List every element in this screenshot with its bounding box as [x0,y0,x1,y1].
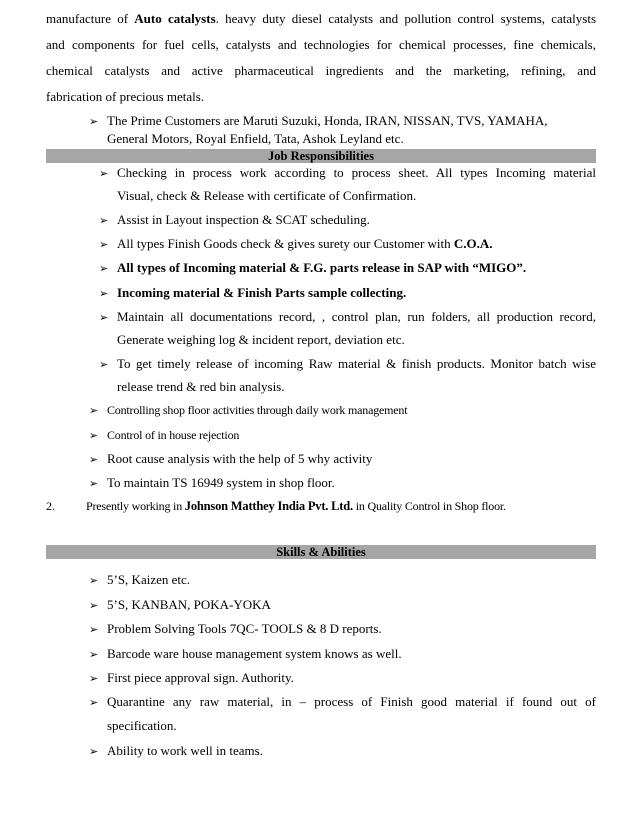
job-item-4: ➢ All types of Incoming material & F.G. parts release in SAP with “MIGO”. [99,260,527,275]
arrow-bullet-icon: ➢ [89,404,99,417]
arrow-bullet-icon: ➢ [89,574,99,587]
sub-item-1: ➢ Controlling shop floor activities through daily work management [89,403,408,417]
job-item-6-cont: Generate weighing log & incident report, deviation etc. [117,332,405,347]
arrow-bullet-icon: ➢ [89,429,99,442]
skill-item-4: ➢ Barcode ware house management system knows as well. [89,646,402,661]
arrow-bullet-icon: ➢ [89,648,99,661]
skill-item-teamwork: ➢ Ability to work well in teams. [89,743,263,758]
company-name: Johnson Matthey India Pvt. Ltd. [184,499,353,513]
intro-line-1: manufacture of Auto catalysts. heavy duty diesel catalysts and pollution control systems, catalysts [46,11,597,26]
arrow-bullet-icon: ➢ [89,599,99,612]
experience-number: 2. [46,499,55,513]
skill-item-quarantine-cont: specification. [107,718,177,733]
skill-item-1: ➢ 5’S, Kaizen etc. [89,572,191,587]
job-item-6: ➢ Maintain all documentations record, , control plan, run folders, all production record, [99,309,596,324]
arrow-bullet-icon: ➢ [89,623,99,636]
job-item-5: ➢ Incoming material & Finish Parts sample collecting. [99,285,407,300]
arrow-bullet-icon: ➢ [99,238,109,251]
job-item-1-cont: Visual, check & Release with certificate of Confirmation. [117,188,417,203]
job-item-3: ➢ All types Finish Goods check & gives surety our Customer with C.O.A. [99,236,493,251]
arrow-bullet-icon: ➢ [89,115,99,128]
job-item-7: ➢ To get timely release of incoming Raw material & finish products. Monitor batch wise [99,356,596,371]
job-item-1: ➢ Checking in process work according to process sheet. All types Incoming material [99,165,596,180]
intro-line-4: fabrication of precious metals. [46,89,205,104]
arrow-bullet-icon: ➢ [89,696,99,709]
customers-bullet-cont: General Motors, Royal Enfield, Tata, Ashok Leyland etc. [107,131,404,146]
job-item-7-cont: release trend & red bin analysis. [117,379,285,394]
skill-item-2: ➢ 5’S, KANBAN, POKA-YOKA [89,597,271,612]
skill-item-5: ➢ First piece approval sign. Authority. [89,670,294,685]
intro-line-2: and components for fuel cells, catalysts and technologies for chemical processes, fine chemicals, [46,37,596,52]
arrow-bullet-icon: ➢ [89,745,99,758]
experience-line: Presently working in Johnson Matthey India Pvt. Ltd. in Quality Control in Shop floor. [86,499,506,513]
arrow-bullet-icon: ➢ [89,672,99,685]
intro-line-3: chemical catalysts and active pharmaceutical ingredients and the marketing, refining, and [46,63,596,78]
arrow-bullet-icon: ➢ [89,453,99,466]
arrow-bullet-icon: ➢ [99,358,109,371]
arrow-bullet-icon: ➢ [99,311,109,324]
skill-item-quarantine: ➢ Quarantine any raw material, in – process of Finish good material if found out of [89,694,596,709]
arrow-bullet-icon: ➢ [89,477,99,490]
customers-bullet: ➢ The Prime Customers are Maruti Suzuki, Honda, IRAN, NISSAN, TVS, YAMAHA, [89,113,548,128]
arrow-bullet-icon: ➢ [99,287,109,300]
job-item-2: ➢ Assist in Layout inspection & SCAT scheduling. [99,212,370,227]
arrow-bullet-icon: ➢ [99,167,109,180]
arrow-bullet-icon: ➢ [99,262,109,275]
auto-catalysts-bold: Auto catalysts [134,11,216,26]
sub-item-4: ➢ To maintain TS 16949 system in shop floor. [89,475,335,490]
skill-item-3: ➢ Problem Solving Tools 7QC- TOOLS & 8 D reports. [89,621,382,636]
sub-item-3: ➢ Root cause analysis with the help of 5 why activity [89,451,373,466]
sub-item-2: ➢ Control of in house rejection [89,428,240,442]
arrow-bullet-icon: ➢ [99,214,109,227]
job-responsibilities-heading: Job Responsibilities [46,149,596,163]
skills-abilities-heading: Skills & Abilities [46,545,596,559]
